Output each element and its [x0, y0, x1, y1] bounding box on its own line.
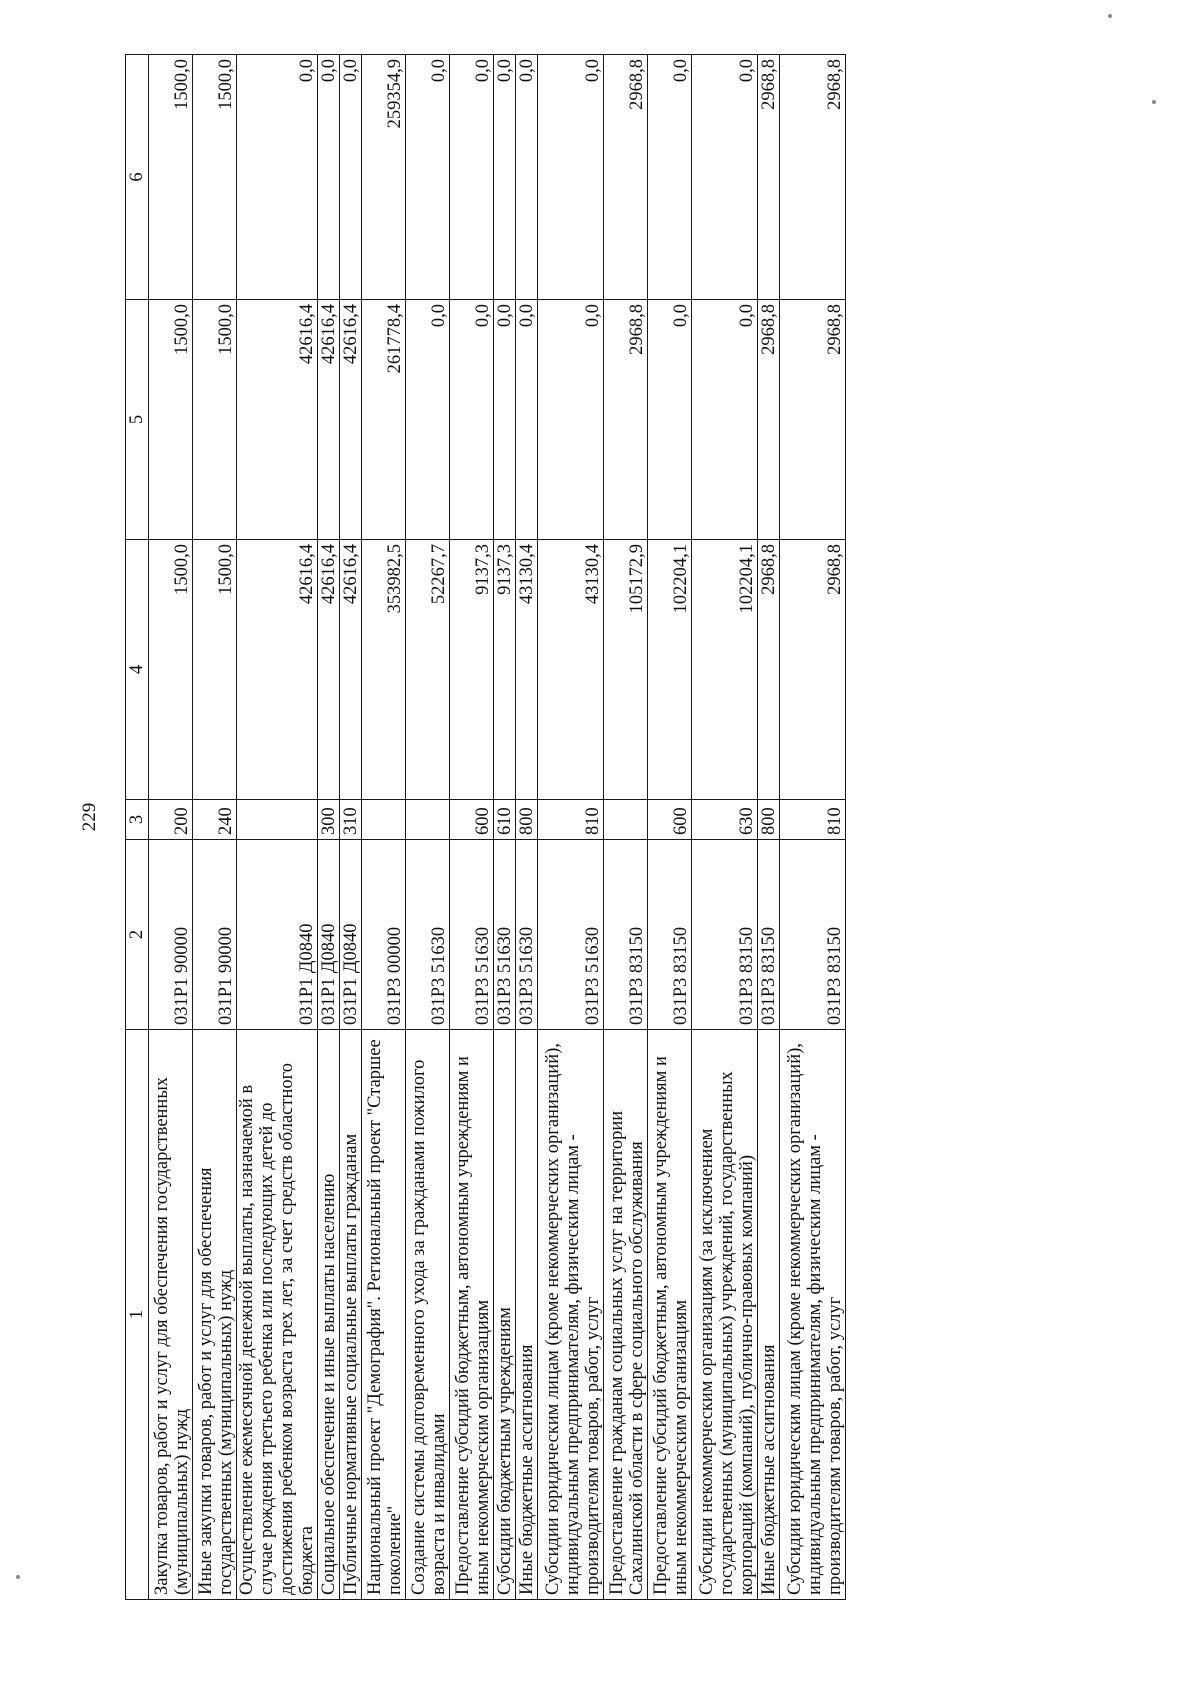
row-name-cell: Предоставление субсидий бюджетным, автономным учреждениям и иным некоммерческим организациям [450, 1030, 494, 1600]
row-vr-cell: 810 [780, 800, 846, 840]
row-value-col6: 0,0 [538, 55, 604, 300]
budget-table [125, 54, 846, 1600]
row-value-col4: 52267,7 [406, 540, 450, 800]
page-number: 229 [79, 802, 100, 832]
table-row [758, 55, 780, 1600]
row-value-col6: 0,0 [450, 55, 494, 300]
row-value-col4: 2968,8 [758, 540, 780, 800]
row-value-col4: 42616,4 [237, 540, 318, 800]
row-value-col5: 0,0 [648, 300, 692, 540]
row-csr-cell: 031P1 90000 [149, 840, 193, 1030]
row-value-col4: 43130,4 [538, 540, 604, 800]
row-name-cell: Предоставление субсидий бюджетным, автономным учреждениям и иным некоммерческим организациям [648, 1030, 692, 1600]
row-value-col5: 0,0 [450, 300, 494, 540]
row-value-col4: 2968,8 [780, 540, 846, 800]
row-value-col6: 0,0 [648, 55, 692, 300]
row-value-col4: 1500,0 [149, 540, 193, 800]
scan-speck [1152, 100, 1156, 104]
table-row [494, 55, 516, 1600]
row-value-col4: 1500,0 [193, 540, 237, 800]
row-value-col4: 105172,9 [604, 540, 648, 800]
column-header: 6 [126, 55, 149, 300]
row-vr-cell: 200 [149, 800, 193, 840]
row-vr-cell [362, 800, 406, 840]
row-name-cell: Иные бюджетные ассигнования [758, 1030, 780, 1600]
row-vr-cell: 600 [648, 800, 692, 840]
table-row [237, 55, 318, 1600]
row-value-col5: 0,0 [494, 300, 516, 540]
row-value-col5: 1500,0 [193, 300, 237, 540]
row-csr-cell: 031P3 51630 [516, 840, 538, 1030]
row-vr-cell: 610 [494, 800, 516, 840]
column-header: 3 [126, 800, 149, 840]
row-csr-cell: 031P3 83150 [648, 840, 692, 1030]
row-csr-cell: 031P1 Д0840 [237, 840, 318, 1030]
table-row [604, 55, 648, 1600]
row-value-col6: 0,0 [406, 55, 450, 300]
column-header-row [126, 55, 149, 1600]
row-name-cell: Национальный проект "Демография". Региональный проект "Старшее поколение" [362, 1030, 406, 1600]
row-vr-cell: 800 [758, 800, 780, 840]
row-name-cell: Осуществление ежемесячной денежной выплаты, назначаемой в случае рождения третьего ребенка или последующих детей до достижения ребенком возраста трех лет, за счет средств областного бюджета [237, 1030, 318, 1600]
row-value-col6: 2968,8 [758, 55, 780, 300]
row-value-col6: 0,0 [494, 55, 516, 300]
row-value-col6: 0,0 [692, 55, 758, 300]
row-value-col4: 9137,3 [494, 540, 516, 800]
row-value-col5: 0,0 [516, 300, 538, 540]
table-row [406, 55, 450, 1600]
table-row [648, 55, 692, 1600]
row-value-col5: 0,0 [692, 300, 758, 540]
row-csr-cell: 031P1 90000 [193, 840, 237, 1030]
row-name-cell: Субсидии бюджетным учреждениям [494, 1030, 516, 1600]
row-vr-cell: 300 [318, 800, 340, 840]
row-value-col6: 0,0 [318, 55, 340, 300]
row-value-col5: 2968,8 [604, 300, 648, 540]
row-value-col4: 42616,4 [318, 540, 340, 800]
row-name-cell: Иные закупки товаров, работ и услуг для обеспечения государственных (муниципальных) нужд [193, 1030, 237, 1600]
row-vr-cell: 810 [538, 800, 604, 840]
row-vr-cell [604, 800, 648, 840]
row-value-col4: 43130,4 [516, 540, 538, 800]
row-value-col4: 102204,1 [648, 540, 692, 800]
row-csr-cell: 031P3 83150 [780, 840, 846, 1030]
row-csr-cell: 031P3 83150 [692, 840, 758, 1030]
row-csr-cell: 031P3 51630 [450, 840, 494, 1030]
row-csr-cell: 031P1 Д0840 [340, 840, 362, 1030]
row-value-col6: 1500,0 [193, 55, 237, 300]
row-vr-cell: 630 [692, 800, 758, 840]
table-row [516, 55, 538, 1600]
row-value-col6: 1500,0 [149, 55, 193, 300]
row-value-col6: 0,0 [516, 55, 538, 300]
row-value-col6: 2968,8 [604, 55, 648, 300]
column-header: 2 [126, 840, 149, 1030]
row-vr-cell: 240 [193, 800, 237, 840]
row-value-col6: 0,0 [340, 55, 362, 300]
row-value-col5: 0,0 [406, 300, 450, 540]
row-csr-cell: 031P3 51630 [538, 840, 604, 1030]
row-name-cell: Социальное обеспечение и иные выплаты населению [318, 1030, 340, 1600]
row-csr-cell: 031P3 83150 [758, 840, 780, 1030]
row-csr-cell: 031P3 51630 [494, 840, 516, 1030]
row-value-col5: 261778,4 [362, 300, 406, 540]
scan-speck [16, 1575, 20, 1579]
row-name-cell: Создание системы долговременного ухода за гражданами пожилого возраста и инвалидами [406, 1030, 450, 1600]
row-value-col5: 2968,8 [758, 300, 780, 540]
row-name-cell: Предоставление гражданам социальных услуг на территории Сахалинской области в сфере социального обслуживания [604, 1030, 648, 1600]
table-row [780, 55, 846, 1600]
row-csr-cell: 031P3 00000 [362, 840, 406, 1030]
table-row [340, 55, 362, 1600]
row-value-col4: 9137,3 [450, 540, 494, 800]
table-row [149, 55, 193, 1600]
rotated-table-wrapper [125, 55, 960, 1600]
row-value-col5: 2968,8 [780, 300, 846, 540]
row-value-col6: 259354,9 [362, 55, 406, 300]
row-vr-cell [237, 800, 318, 840]
row-csr-cell: 031P3 51630 [406, 840, 450, 1030]
row-name-cell: Субсидии юридическим лицам (кроме некоммерческих организаций), индивидуальным предпринимателям, физическим лицам - производителям товаров, работ, услуг [780, 1030, 846, 1600]
row-csr-cell: 031P1 Д0840 [318, 840, 340, 1030]
scan-speck [1108, 14, 1112, 18]
table-row [692, 55, 758, 1600]
table-row [362, 55, 406, 1600]
table-row [538, 55, 604, 1600]
row-value-col6: 2968,8 [780, 55, 846, 300]
row-name-cell: Закупка товаров, работ и услуг для обеспечения государственных (муниципальных) нужд [149, 1030, 193, 1600]
row-name-cell: Иные бюджетные ассигнования [516, 1030, 538, 1600]
row-value-col5: 0,0 [538, 300, 604, 540]
row-value-col5: 42616,4 [340, 300, 362, 540]
column-header: 1 [126, 1030, 149, 1600]
row-value-col6: 0,0 [237, 55, 318, 300]
column-header: 4 [126, 540, 149, 800]
row-vr-cell: 800 [516, 800, 538, 840]
row-value-col5: 1500,0 [149, 300, 193, 540]
row-name-cell: Субсидии юридическим лицам (кроме некоммерческих организаций), индивидуальным предпринимателям, физическим лицам - производителям товаров, работ, услуг [538, 1030, 604, 1600]
table-row [193, 55, 237, 1600]
table-row [450, 55, 494, 1600]
row-vr-cell: 600 [450, 800, 494, 840]
row-value-col5: 42616,4 [318, 300, 340, 540]
column-header: 5 [126, 300, 149, 540]
row-vr-cell [406, 800, 450, 840]
table-row [318, 55, 340, 1600]
row-value-col4: 353982,5 [362, 540, 406, 800]
row-value-col5: 42616,4 [237, 300, 318, 540]
row-csr-cell: 031P3 83150 [604, 840, 648, 1030]
row-value-col4: 102204,1 [692, 540, 758, 800]
row-vr-cell: 310 [340, 800, 362, 840]
row-name-cell: Публичные нормативные социальные выплаты гражданам [340, 1030, 362, 1600]
row-name-cell: Субсидии некоммерческим организациям (за исключением государственных (муниципальных) учреждений, государственных корпораций (компаний), публично-правовых компаний) [692, 1030, 758, 1600]
row-value-col4: 42616,4 [340, 540, 362, 800]
